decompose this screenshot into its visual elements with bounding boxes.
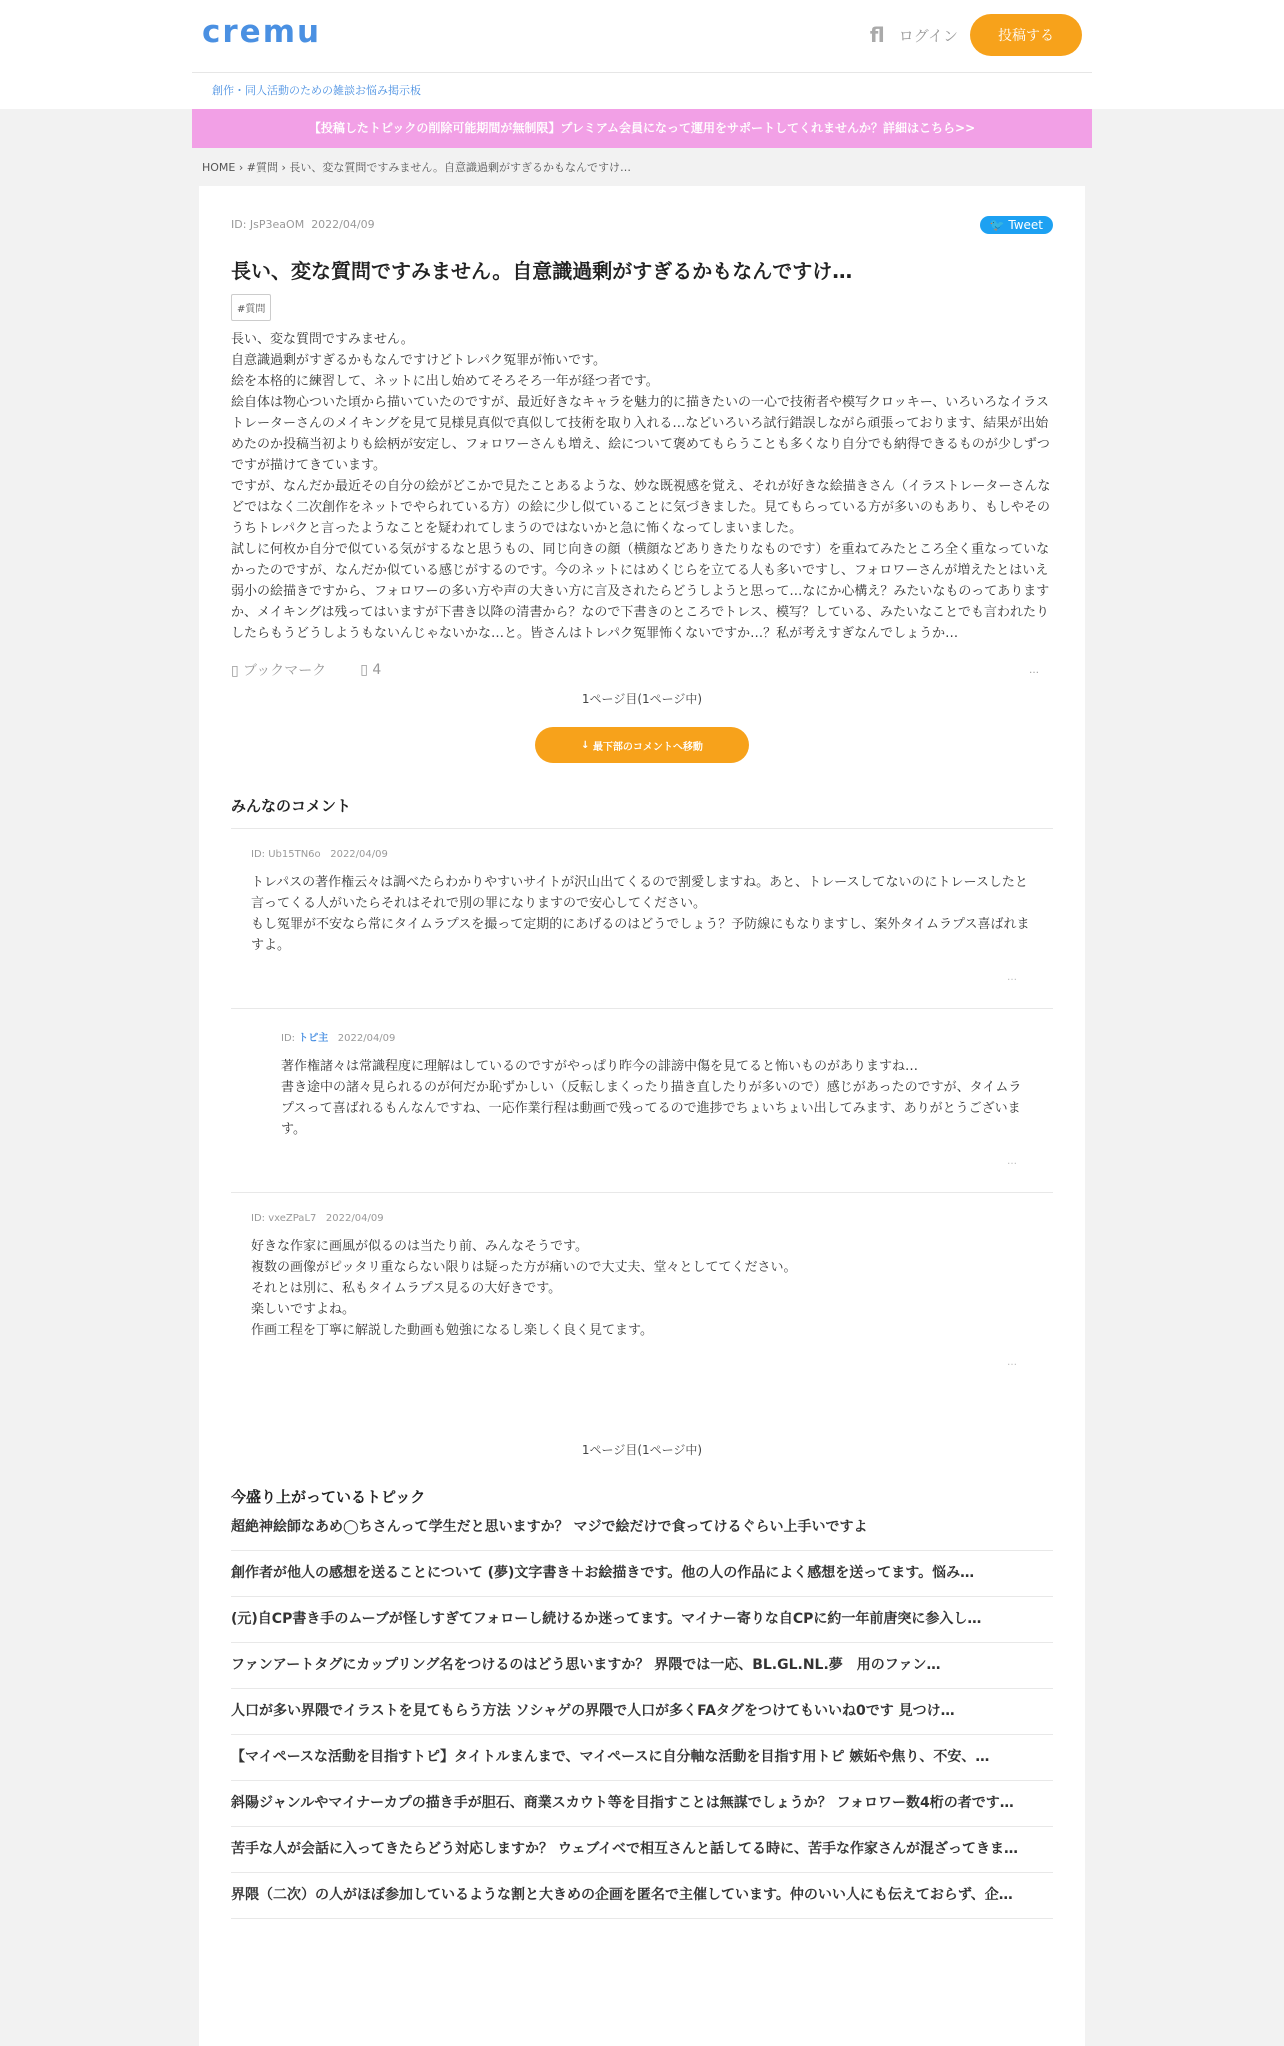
comment-line: 好きな作家に画風が似るのは当たり前、みんなそうです。 xyxy=(251,1239,588,1254)
comment-meta xyxy=(281,1029,1033,1044)
comment-item xyxy=(231,1009,1053,1193)
comment-date: 2022/04/09 xyxy=(330,849,388,860)
site-logo[interactable]: cremu xyxy=(202,14,322,50)
hot-topic-item[interactable]: 苦手な人が会話に入ってきたらどう対応しますか？ ウェブイベで相互さんと話してる時に、苦手な作家さんが混ざってきま… xyxy=(231,1827,1053,1873)
like-count: 4 xyxy=(372,662,382,678)
comment-line: 作画工程を丁寧に解説した動画も勉強になるし楽しく良く見てます。 xyxy=(251,1323,653,1338)
hot-topic-item[interactable]: ファンアートタグにカップリング名をつけるのはどう思いますか？ 界隈では一応、BL.GL.NL.夢 用のファン… xyxy=(231,1643,1053,1689)
tweet-button[interactable] xyxy=(980,216,1053,234)
more-icon[interactable]: … xyxy=(1029,664,1039,676)
comment-body xyxy=(251,872,1033,956)
like-button[interactable] xyxy=(360,662,381,678)
pagination-bottom: 1ページ目(1ページ中) xyxy=(581,1443,703,1457)
comment-line: 楽しいですよね。 xyxy=(251,1302,356,1317)
topic-title: 長い、変な質問ですみません。自意識過剰がすぎるかもなんですけ… xyxy=(231,259,853,283)
topic-date: 2022/04/09 xyxy=(311,218,375,231)
hot-topic-item[interactable]: 斜陽ジャンルやマイナーカプの描き手が胆石、商業スカウト等を目指すことは無謀でしょうか？ フォロワー数4桁の者です… xyxy=(231,1781,1053,1827)
comment-id: ID: Ub15TN6o xyxy=(251,849,321,860)
bookmark-label: ブックマーク xyxy=(243,663,327,679)
comment-line: それとは別に、私もタイムラプス見るの大好きです。 xyxy=(251,1281,562,1296)
body-line: 絵を本格的に練習して、ネットに出し始めてそろそろ一年が経つ者です。 xyxy=(231,374,659,389)
comment-more-icon[interactable]: … xyxy=(1007,972,1017,983)
comment-date: 2022/04/09 xyxy=(337,1033,396,1044)
comment-line: 書き途中の諸々見られるのが何だか恥ずかしい（反転しまくったり描き直したりが多いので）感じがあったのですが、タイムラプスって喜ばれるもんなんですね、一応作業行程は動画で残ってるので進捗でちょいちょい出してみます、ありがとうございます。 xyxy=(281,1080,1022,1137)
topic-body xyxy=(231,329,1053,644)
header-actions xyxy=(870,14,1082,56)
topic-meta xyxy=(231,186,1053,231)
comment-meta xyxy=(251,1213,1033,1224)
hot-topic-item[interactable]: 【マイペースな活動を目指すトピ】タイトルまんまで、マイペースに自分軸な活動を目指す用トピ 嫉妬や焦り、不安、… xyxy=(231,1735,1053,1781)
bookmark-icon: ▯ xyxy=(231,663,239,679)
jump-label: 最下部のコメントへ移動 xyxy=(592,741,703,753)
tagline-bar xyxy=(0,73,1284,109)
comments-heading: みんなのコメント xyxy=(231,795,1053,829)
heart-icon: ▯ xyxy=(360,662,368,678)
comment-body xyxy=(281,1056,1033,1140)
breadcrumb[interactable]: HOME › #質問 › 長い、変な質問ですみません。自意識過剰がすぎるかもなんですけ… xyxy=(202,161,632,174)
premium-banner[interactable]: 【投稿したトピックの削除可能期間が無制限】プレミアム会員になって運用をサポートしてくれませんか？詳細はこちら>> xyxy=(192,109,1092,148)
topic-id: ID: JsP3eaOM xyxy=(231,218,305,231)
header xyxy=(0,0,1284,73)
comment-meta xyxy=(251,849,1033,860)
twitter-icon: 🐦 xyxy=(989,218,1005,232)
comment-line: トレパスの著作権云々は調べたらわかりやすいサイトが沢山出てくるので割愛しますね。あと、トレースしてないのにトレースしたと言ってくる人がいたらそれはそれで別の罪になりますので安心してください。 xyxy=(251,875,1028,911)
comment-line: もし冤罪が不安なら常にタイムラプスを撮って定期的にあげるのはどうでしょう？予防線にもなりますし、案外タイムラプス喜ばれますよ。 xyxy=(251,917,1030,953)
login-link[interactable]: ログイン xyxy=(898,26,958,45)
header-inner xyxy=(192,0,1092,73)
bookmark-button[interactable] xyxy=(231,660,326,680)
body-line: 絵自体は物心ついた頃から描いていたのですが、最近好きなキャラを魅力的に描きたいの一心で技術者や模写クロッキー、いろいろなイラストレーターさんのメイキングを見て見様見真似で真似して技術を取り入れる…などいろいろ試行錯誤しながら頑張っております、結果が出始めたのか投稿当初よりも絵柄が安定し、フォロワーさんも増え、絵について褒めてもらうことも多くなり自分でも納得できるものが少しずつですが描けてきています。 xyxy=(231,395,1050,473)
comment-id: ID: xyxy=(281,1033,296,1044)
body-line: 試しに何枚か自分で似ている気がするなと思うもの、同じ向きの顔（横顔などありきたりなものです）を重ねてみたところ全く重なっていなかったのですが、なんだか似ている感じがするのです。今のネットにはめくじらを立てる人も多いですし、フォロワーさんが増えたとはいえ弱小の絵描きですから、フォロワーの多い方や声の大きい方に言及されたらどうしようと思って…なにか心構え？みたいなものってありますか、メイキングは残ってはいますが下書き以降の清書から？なので下書きのところでトレス、模写？している、みたいなことでも言われたりしたらもうどうしようもないんじゃないかな…と。皆さんはトレパク冤罪怖くないですか…？私が考えすぎなんでしょうか… xyxy=(231,542,1050,641)
comment-author: トピ主 xyxy=(298,1033,329,1044)
comment-item xyxy=(231,829,1053,1009)
topic-card xyxy=(199,186,1085,2046)
body-line: 長い、変な質問ですみません。 xyxy=(231,332,414,347)
tagline: 創作・同人活動のための雑談お悩み掲示板 xyxy=(212,84,421,97)
hot-topic-item[interactable]: 界隈（二次）の人がほぼ参加しているような割と大きめの企画を匿名で主催しています。仲のいい人にも伝えておらず、企… xyxy=(231,1873,1053,1919)
comment-more-icon[interactable]: … xyxy=(1007,1156,1017,1167)
hot-topic-item[interactable]: (元)自CP書き手のムーブが怪しすぎてフォローし続けるか迷ってます。マイナー寄りな自CPに約一年前唐突に参入し… xyxy=(231,1597,1053,1643)
body-line: 自意識過剰がすぎるかもなんですけどトレパク冤罪が怖いです。 xyxy=(231,353,607,368)
comment-line: 著作権諸々は常識程度に理解はしているのですがやっぱり昨今の誹謗中傷を見てると怖いものがありますね… xyxy=(281,1059,919,1074)
comment-more-icon[interactable]: … xyxy=(1007,1357,1017,1368)
comment-item xyxy=(231,1193,1053,1393)
hot-topic-item[interactable]: 人口が多い界隈でイラストを見てもらう方法 ソシャゲの界隈で人口が多くFAタグをつけてもいいね0です 見つけ… xyxy=(231,1689,1053,1735)
pagination-top: 1ページ目(1ページ中) xyxy=(581,692,703,706)
tweet-label: Tweet xyxy=(1008,218,1043,232)
hot-topics-heading: 今盛り上がっているトピック xyxy=(231,1488,426,1506)
comment-id: ID: vxeZPaL7 xyxy=(251,1213,317,1224)
hot-topics-list xyxy=(231,1507,1053,1919)
hot-topic-item[interactable]: 創作者が他人の感想を送ることについて (夢)文字書き＋お絵描きです。他の人の作品によく感想を送ってます。悩み… xyxy=(231,1551,1053,1597)
topic-actions xyxy=(231,658,1053,682)
notification-icon[interactable]: fl xyxy=(869,23,885,47)
post-button[interactable]: 投稿する xyxy=(970,14,1082,56)
comment-body xyxy=(251,1236,1033,1341)
comment-date: 2022/04/09 xyxy=(325,1213,384,1224)
topic-tag[interactable]: #質問 xyxy=(231,294,271,321)
arrow-down-icon: ↓ xyxy=(581,739,593,751)
jump-to-bottom-button[interactable] xyxy=(535,727,749,763)
body-line: ですが、なんだか最近その自分の絵がどこかで見たことあるような、妙な既視感を覚え、それが好きな絵描きさん（イラストレーターさんなどではなく二次創作をネットでやられている方）の絵に少し似ていることに気づきました。見てもらっている方が多いのもあり、もしやそのうちトレパクと言ったようなことを疑われてしまうのではないかと急に怖くなってしまいました。 xyxy=(231,479,1051,536)
hot-topic-item[interactable]: 超絶神絵師なあめ◯ちさんって学生だと思いますか？ マジで絵だけで食ってけるぐらい上手いですよ xyxy=(231,1507,1053,1551)
comment-line: 複数の画像がピッタリ重ならない限りは疑った方が痛いので大丈夫、堂々としててください。 xyxy=(251,1260,797,1275)
